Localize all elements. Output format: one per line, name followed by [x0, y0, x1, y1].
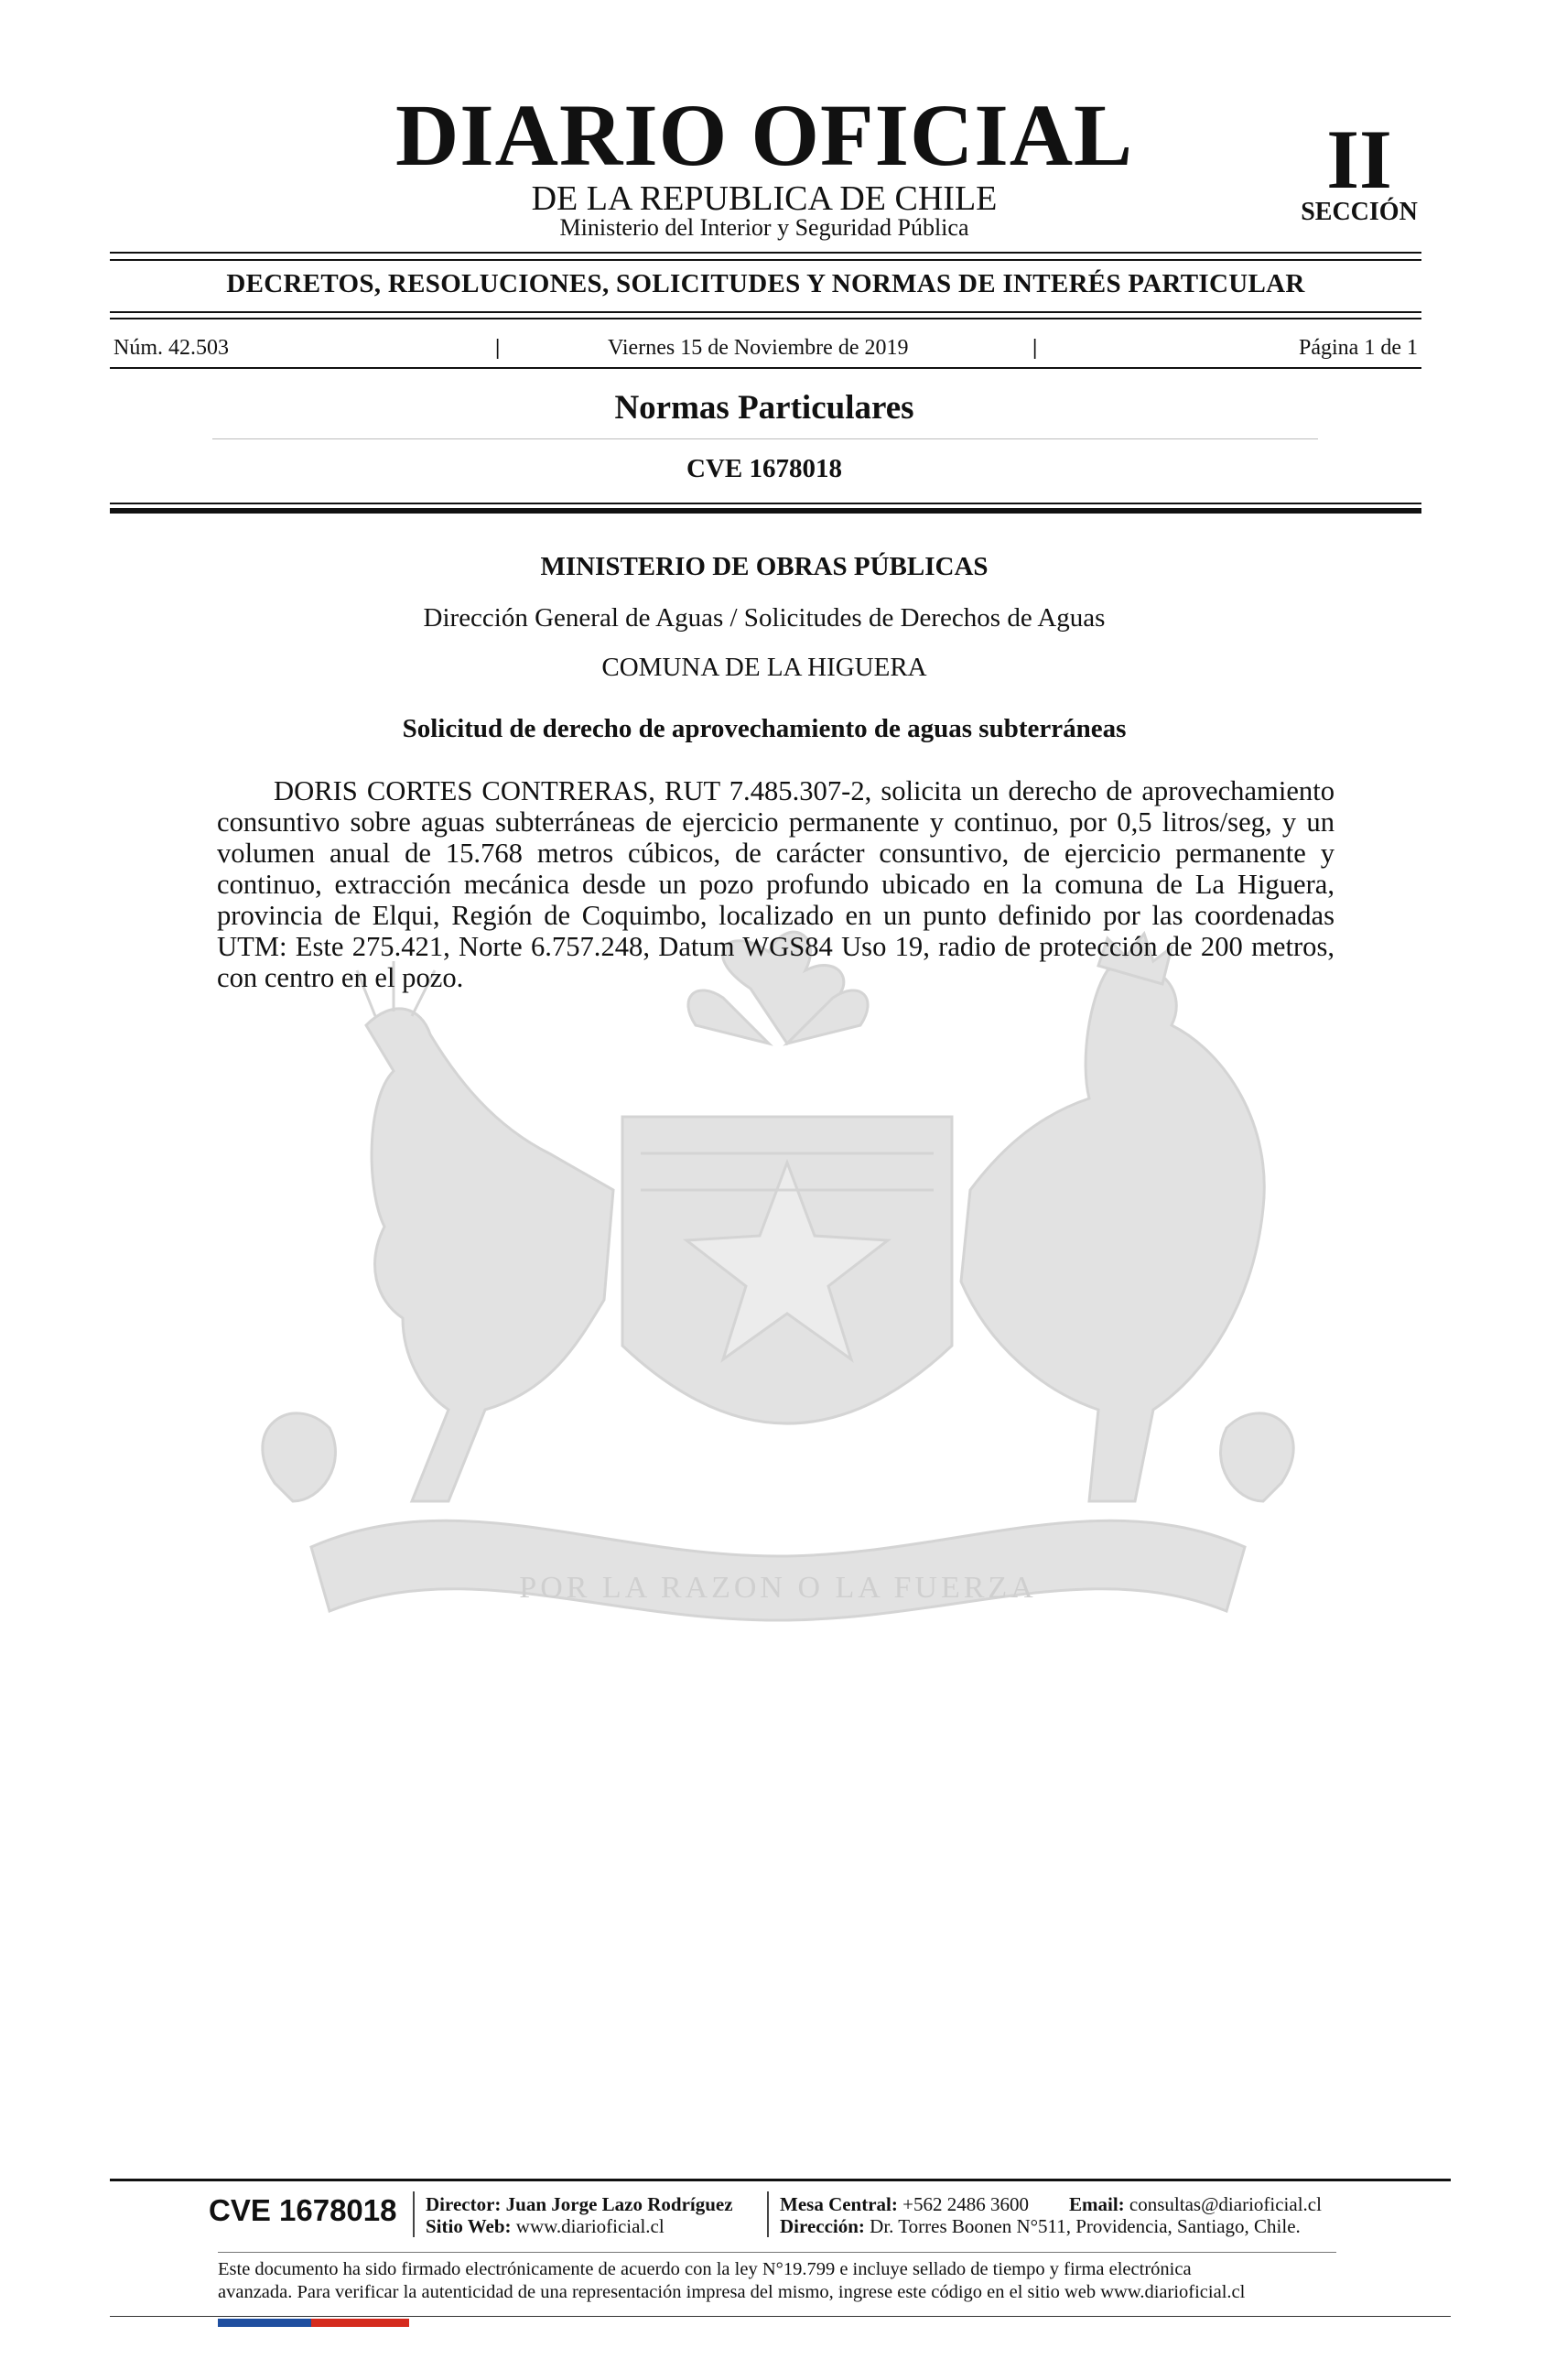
cve-code: CVE 1678018	[686, 454, 842, 483]
request-heading: Solicitud de derecho de aprovechamiento de aguas subterráneas	[402, 714, 1127, 743]
section-title-rule	[212, 438, 1318, 439]
info-separator: |	[495, 336, 501, 360]
masthead-rule-top	[110, 252, 1421, 254]
footer-separator	[413, 2191, 415, 2237]
phone-number: +562 2486 3600	[902, 2193, 1029, 2215]
cve-rule-top	[110, 503, 1421, 504]
page-count: Página 1 de 1	[1299, 336, 1418, 360]
email-label: Email:	[1069, 2193, 1125, 2215]
email-address[interactable]: consultas@diarioficial.cl	[1129, 2193, 1322, 2215]
address-value: Dr. Torres Boonen N°511, Providencia, Santiago, Chile.	[870, 2215, 1301, 2237]
ministry-heading: MINISTERIO DE OBRAS PÚBLICAS	[540, 552, 989, 581]
legal-line-2: avanzada. Para verificar la autenticidad de una representación impresa del mismo, ingrese este código en el sitio web www.diarioficial.cl	[218, 2282, 1246, 2302]
direction-line: Dirección General de Aguas / Solicitudes de Derechos de Aguas	[423, 603, 1106, 633]
footer-rule	[110, 2179, 1451, 2181]
website-link[interactable]: www.diarioficial.cl	[515, 2215, 665, 2237]
legal-notice	[218, 2258, 1336, 2304]
ministry-line: Ministerio del Interior y Seguridad Pública	[559, 214, 969, 241]
motto: POR LA RAZON O LA FUERZA	[519, 1571, 1037, 1605]
footer-separator	[767, 2191, 769, 2237]
section-label: SECCIÓN	[1301, 198, 1418, 226]
footer-bottom-rule	[110, 2316, 1451, 2317]
footer-director	[426, 2193, 733, 2215]
flag-stripe-red	[311, 2319, 409, 2327]
legal-line-1: Este documento ha sido firmado electrónicamente de acuerdo con la ley N°19.799 e incluye sellado de tiempo y firma electrónica	[218, 2259, 1192, 2279]
address-label: Dirección:	[780, 2215, 865, 2237]
newspaper-title: DIARIO OFICIAL	[394, 86, 1134, 184]
cve-rule-heavy	[110, 508, 1421, 514]
issue-info-bar	[113, 334, 1418, 362]
director-label: Director:	[426, 2193, 502, 2215]
phone-label: Mesa Central:	[780, 2193, 898, 2215]
issue-date: Viernes 15 de Noviembre de 2019	[608, 336, 909, 360]
band-rule-top	[110, 311, 1421, 313]
website-label: Sitio Web:	[426, 2215, 512, 2237]
footer-thin-rule	[218, 2252, 1336, 2253]
section-number: II	[1326, 113, 1392, 206]
footer-email	[1069, 2193, 1322, 2215]
info-separator: |	[1032, 336, 1038, 360]
info-bar-rule	[110, 367, 1421, 369]
coat-of-arms-watermark-icon	[183, 915, 1373, 1684]
director-name: Juan Jorge Lazo Rodríguez	[505, 2193, 733, 2215]
issue-number: Núm. 42.503	[113, 336, 229, 360]
footer-website	[426, 2215, 665, 2237]
comuna-line: COMUNA DE LA HIGUERA	[601, 653, 927, 682]
band-rule-bottom	[110, 318, 1421, 319]
footer-address	[780, 2215, 1301, 2237]
footer-cve-code: CVE 1678018	[209, 2193, 397, 2227]
footer-phone	[780, 2193, 1029, 2215]
section-title: Normas Particulares	[614, 389, 914, 427]
flag-stripe-blue	[218, 2319, 311, 2327]
header-band: DECRETOS, RESOLUCIONES, SOLICITUDES Y NORMAS DE INTERÉS PARTICULAR	[226, 269, 1305, 298]
masthead-rule-second	[110, 259, 1421, 261]
request-body: DORIS CORTES CONTRERAS, RUT 7.485.307-2, solicita un derecho de aprovechamiento consuntivo sobre aguas subterráneas de ejercicio permanente y continuo, por 0,5 litros/seg, y un volumen anual de 15.768 metros cúbicos, de carácter consuntivo, de ejercicio permanente y continuo, extracción mecánica desde un pozo profundo ubicado en la comuna de La Higuera, provincia de Elqui, Región de Coquimbo, localizado en un punto definido por las coordenadas UTM: Este 275.421, Norte 6.757.248, Datum WGS84 Uso 19, radio de protección de 200 metros, con centro en el pozo.	[217, 775, 1334, 993]
newspaper-subtitle: DE LA REPUBLICA DE CHILE	[531, 179, 998, 218]
